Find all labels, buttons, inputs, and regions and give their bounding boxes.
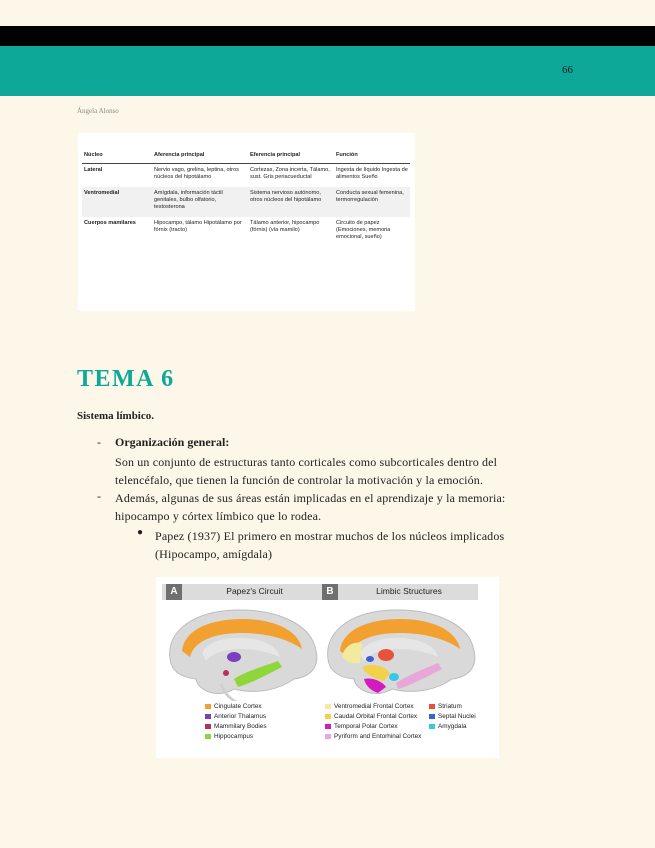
nuclei-table [82,150,410,247]
limbic-figure [156,577,499,758]
cell-funcion: Circuito de papez (Emociones, memoria emocional, sueño) [336,220,391,240]
legend-item [205,723,267,730]
legend-swatch [429,714,435,719]
legend-item [325,733,421,740]
legend-item [205,703,262,710]
legend-label: Amygdala [438,723,467,730]
legend-swatch [325,734,331,739]
cell-aferencia: Nervio vago, grelina, leptina, otros núcleos del hipotálamo [154,167,239,180]
bullet-icon: ● [137,527,144,538]
cell-nucleo: Lateral [84,167,103,173]
col-header-aferencia: Aferencia principal [152,150,248,164]
legend-swatch [325,724,331,729]
list-dash: - [97,489,101,503]
legend-swatch [205,704,211,709]
page-number: 66 [562,64,573,76]
table-row [82,164,410,188]
brain-b-illustration [320,603,480,701]
cell-funcion: Ingesta de líquido Ingesta de alimentos Sueño [336,167,408,180]
cell-eferencia: Sistema nervioso autónomo, otros núcleos del hipotálamo [248,187,334,217]
legend-label: Hippocampus [214,733,254,740]
panel-a-tag: A [166,584,182,600]
cell-nucleo: Cuerpos mamilares [84,220,136,226]
table-row [82,217,410,247]
header-band [0,46,655,96]
legend-item [205,713,266,720]
legend-label: Mammilary Bodies [214,723,267,730]
legend-label: Temporal Polar Cortex [334,723,398,730]
legend-item [429,723,466,730]
panel-a-title: Papez's Circuit [226,586,283,596]
col-header-eferencia: Eferencia principal [248,150,334,164]
item-text: Son un conjunto de estructuras tanto corticales como subcorticales dentro del telencéfalo, que tienen la función de controlar la motivación y la emoción. [115,455,498,487]
item-heading: Organización general: [115,435,230,449]
legend-swatch [429,724,435,729]
panel-b-tag: B [322,584,338,600]
legend-swatch [325,714,331,719]
legend-swatch [429,704,435,709]
cell-aferencia: Amígdala, información táctil genitales, bulbo olfatorio, testosterona [152,187,248,217]
legend-swatch [205,714,211,719]
cell-funcion: Conducta sexual femenina, termorregulación [334,187,410,217]
list-dash: - [97,435,101,449]
author-name: Ángela Alonso [77,107,119,115]
cell-eferencia: Tálamo anterior, hipocampo (fórnix) (vía mamilo) [250,220,320,233]
cell-nucleo: Ventromedial [82,187,152,217]
brain-a-illustration [162,603,322,701]
item-text: Además, algunas de sus áreas están implicadas en el aprendizaje y la memoria: hipocampo y córtex límbico que lo rodea. [115,491,506,523]
col-header-nucleo: Núcleo [82,150,152,164]
legend-item [205,733,253,740]
subitem-text: Papez (1937) El primero en mostrar muchos de los núcleos implicados (Hipocampo, amígdala) [155,529,505,561]
section-title: TEMA 6 [77,366,175,392]
legend-label: Caudal Orbital Frontal Cortex [334,713,418,720]
legend-swatch [205,734,211,739]
legend-label: Striatum [438,703,462,710]
legend-label: Pyriform and Entorhinal Cortex [334,733,422,740]
legend-swatch [205,724,211,729]
cell-eferencia: Cortezas, Zona incerta, Tálamo, sust. Gris periacueductal [250,167,330,180]
legend-label: Anterior Thalamus [214,713,267,720]
hypothalamus-table-image [78,133,415,311]
legend-item [325,723,398,730]
cell-aferencia: Hipocampo, tálamo Hipotálamo por fórnix (tracto) [154,220,242,233]
legend-item [429,703,462,710]
legend-label: Cingulate Cortex [214,703,262,710]
legend-swatch [325,704,331,709]
panel-b-title: Limbic Structures [376,586,442,596]
legend-label: Septal Nuclei [438,713,476,720]
legend-item [325,713,417,720]
legend-item [429,713,476,720]
table-row [82,187,410,217]
col-header-funcion: Función [334,150,410,164]
section-subtitle: Sistema límbico. [77,410,154,422]
top-black-bar [0,26,655,46]
legend-label: Ventromedial Frontal Cortex [334,703,414,710]
legend-item [325,703,414,710]
